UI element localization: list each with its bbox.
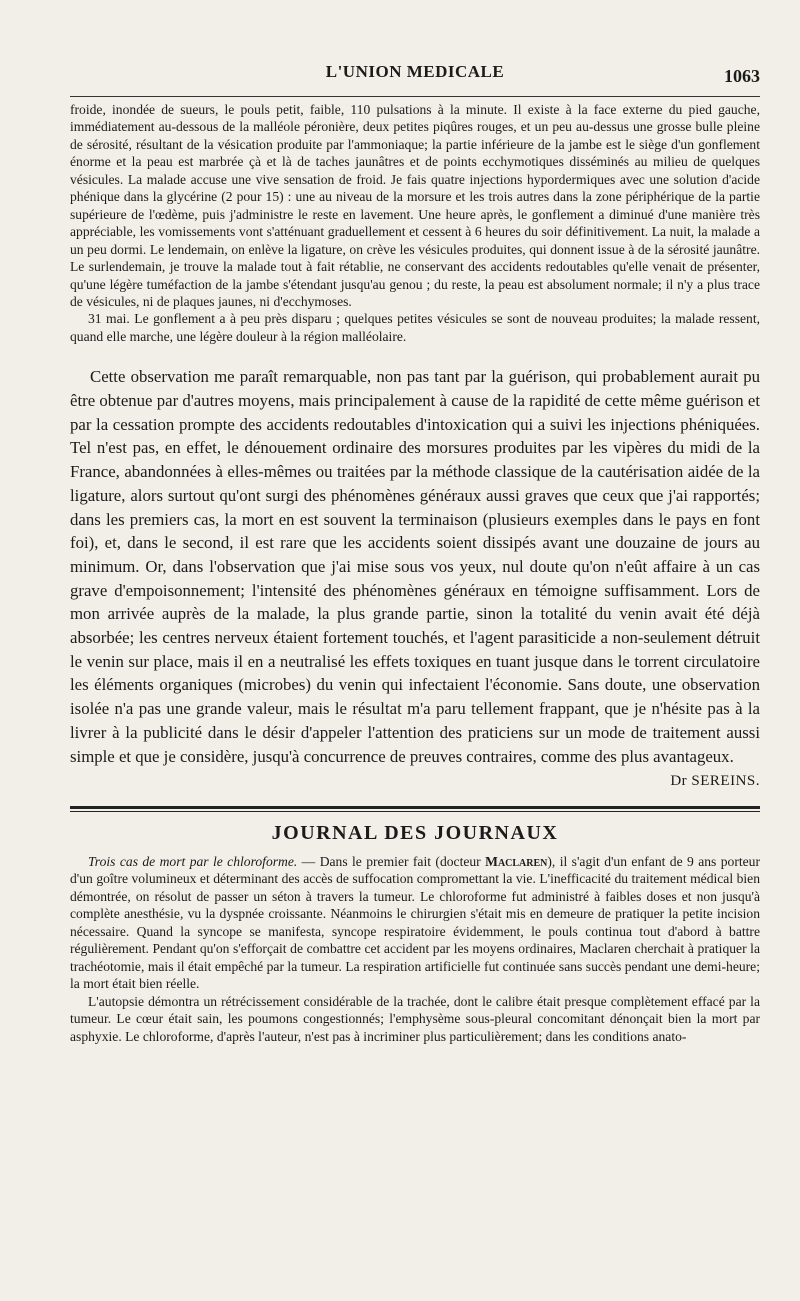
commentary xyxy=(70,365,760,794)
paragraph-text-start: Dans le premier fait (docteur xyxy=(319,854,486,869)
header-rule xyxy=(70,96,760,97)
case-report-followup: 31 mai. Le gonflement a à peu près disparu ; quelques petites vésicules se sont de nouveau produites; la malade ressent, quand elle marche, une légère douleur à la région malléolaire. xyxy=(70,311,760,344)
running-title: L'UNION MEDICALE xyxy=(325,62,505,81)
author-signature: Dr SEREINS. xyxy=(670,773,760,790)
page-number: 1063 xyxy=(724,66,760,86)
paragraph-text-rest: ), il s'agit d'un enfant de 9 ans porteur d'un goître volumineux et déterminant des accès de suffocation compromettant la vie. L'inefficacité du traitement médical bien démontrée, on résolut de passer un séton à travers la tumeur. Le chloroforme fut administré à faibles doses et non jusqu'à complète anesthésie, vu la dyspnée croissante. Néanmoins le chirurgien s'était mis en demeure de pratiquer la petite incision nécessaire. Quand la syncope se manifesta, syncope respiratoire évidemment, le pouls continua tout d'abord à battre régulièrement. Pendant qu'on s'efforçait de combattre cet accident par les moyens ordinaires, Maclaren cherchait à pratiquer la trachéotomie, mais il était empêché par la tumeur. La respiration artificielle fut continuée sans succès pendant une demi-heure; la mort était bien réelle. xyxy=(70,854,760,992)
journal-paragraph-1 xyxy=(70,853,760,993)
journal-paragraph-2: L'autopsie démontra un rétrécissement considérable de la trachée, dont le calibre était presque complètement effacé par la tumeur. Le cœur était sain, les poumons congestionnés; l'emphysème sous-pleural concomitant dénonçait bien la mort par asphyxie. Le chloroforme, d'après l'auteur, n'est pas à incriminer plus particulièrement; dans les conditions anato- xyxy=(70,993,760,1044)
section-title: JOURNAL DES JOURNAUX xyxy=(271,822,559,844)
article-dash: — xyxy=(297,854,320,869)
case-report xyxy=(70,101,760,345)
journal-article xyxy=(70,853,760,1045)
section-divider xyxy=(70,806,760,812)
case-report-paragraph: froide, inondée de sueurs, le pouls petit, faible, 110 pulsations à la minute. Il existe à la face externe du pied gauche, immédiatement au-dessous de la malléole péronière, deux petites piqûres rouges, et un peu au-dessus une grosse bulle pleine de sérosité, résultant de la vésication produite par l'ammoniaque; la partie inférieure de la jambe est le siège d'un gonflement énorme et la peau est marbrée çà et là de taches jaunâtres et de points ecchymotiques disséminés au milieu de quelques vésicules. La malade accuse une vive sensation de froid. Je fais quatre injections hypordermiques avec une solution d'acide phénique dans la glycérine (2 pour 15) : une au niveau de la morsure et les trois autres dans la zone périphérique de la partie supérieure de l'œdème, puis j'administre le reste en lavement. Une heure après, le gonflement a diminué d'une manière très appréciable, les vomissements vont s'atténuant graduellement et cessent à 6 heures du soir définitivement. La nuit, la malade a un peu dormi. Le lendemain, on enlève la ligature, on crève les vésicules produites, qui donnent issue à de la sérosité jaunâtre. Le surlendemain, je trouve la malade tout à fait rétablie, ne conservant des accidents redoutables qu'elle venait de présenter, qu'une légère tuméfaction de la jambe s'étendant jusqu'au genou ; du reste, la peau est absolument normale; il n'y a plus trace de vésicules, ni de plaques jaunes, ni d'ecchymoses. xyxy=(70,102,760,309)
commentary-paragraph: Cette observation me paraît remarquable, non pas tant par la guérison, qui probablement aurait pu être obtenue par d'autres moyens, mais principalement à cause de la rapidité de cette même guérison et par la cessation prompte des accidents redoutables d'intoxication qui a suivi les injections phéniquées. Tel n'est pas, en effet, le dénouement ordinaire des morsures produites par les vipères du midi de la France, abandonnées à elles-mêmes ou traitées par la méthode classique de la cautérisation aidée de la ligature, alors surtout qu'ont surgi des phénomènes généraux aussi graves que ceux que j'ai rapportés; dans les premiers cas, la mort en est souvent la terminaison (plusieurs exemples dans le pays en font foi), et, dans le second, il est rare que les accidents soient dissipés avant une douzaine de jours au minimum. Or, dans l'observation que j'ai mise sous vos yeux, nul doute qu'on n'eût affaire à un cas grave d'empoisonnement; l'intensité des phénomènes généraux en témoigne suffisamment. Lors de mon arrivée auprès de la malade, la plus grande partie, sinon la totalité du venin avait été déjà absorbée; les centres nerveux étaient fortement touchés, et l'agent parasiticide a non-seulement détruit le venin sur place, mais il en a neutralisé les effets toxiques en tuant jusque dans le torrent circulatoire les éléments organiques (microbes) du venin qui infectaient l'économie. Sans doute, une observation isolée n'a pas une grande valeur, mais le résultat m'a paru tellement frappant, que je n'hésite pas à la livrer à la publicité dans le désir d'appeler l'attention des praticiens sur un mode de traitement aussi simple et que je considère, jusqu'à concurrence de preuves contraires, comme des plus avantageux. xyxy=(70,367,760,766)
running-header xyxy=(70,62,760,96)
article-title: Trois cas de mort par le chloroforme. xyxy=(88,854,298,869)
author-name: Maclaren xyxy=(485,854,548,869)
